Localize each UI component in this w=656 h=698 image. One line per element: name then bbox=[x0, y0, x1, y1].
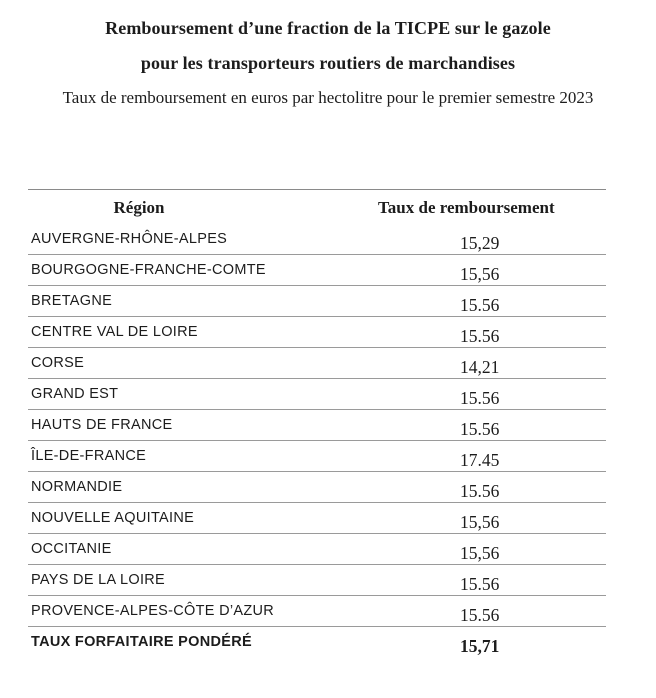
table-row bbox=[28, 441, 606, 472]
table-row bbox=[28, 286, 606, 317]
taux-cell: 15,56 bbox=[460, 543, 500, 563]
table-row bbox=[28, 379, 606, 410]
taux-cell: 15,56 bbox=[460, 512, 500, 532]
region-cell: ÎLE-DE-FRANCE bbox=[31, 448, 147, 464]
region-cell: CENTRE VAL DE LOIRE bbox=[31, 324, 198, 340]
table-row bbox=[28, 410, 606, 441]
document-title-line2: pour les transporteurs routiers de marchandises bbox=[140, 53, 516, 73]
region-cell: BRETAGNE bbox=[31, 293, 113, 309]
table-row bbox=[28, 255, 606, 286]
table-row bbox=[28, 503, 606, 534]
taux-cell: 15,56 bbox=[460, 264, 500, 284]
refund-rate-table bbox=[28, 189, 606, 658]
table-row bbox=[28, 317, 606, 348]
table-header bbox=[28, 190, 606, 224]
taux-cell: 15.56 bbox=[460, 574, 500, 594]
region-cell: PAYS DE LA LOIRE bbox=[31, 572, 166, 588]
header-taux: Taux de remboursement bbox=[378, 198, 555, 217]
region-cell: NORMANDIE bbox=[31, 479, 123, 495]
table-total-row bbox=[28, 627, 606, 658]
taux-cell: 15.56 bbox=[460, 419, 500, 439]
table-row bbox=[28, 224, 606, 255]
region-cell: HAUTS DE FRANCE bbox=[31, 417, 173, 433]
table-row bbox=[28, 534, 606, 565]
region-cell: GRAND EST bbox=[31, 386, 119, 402]
document-subtitle: Taux de remboursement en euros par hectolitre pour le premier semestre 2023 bbox=[62, 88, 594, 107]
taux-cell: 15.56 bbox=[460, 326, 500, 346]
region-cell: OCCITANIE bbox=[31, 541, 112, 557]
region-cell: CORSE bbox=[31, 355, 85, 371]
taux-cell: 15.56 bbox=[460, 295, 500, 315]
taux-cell: 17.45 bbox=[460, 450, 500, 470]
total-value: 15,71 bbox=[460, 636, 500, 656]
table-row bbox=[28, 596, 606, 627]
total-label: TAUX FORFAITAIRE PONDÉRÉ bbox=[31, 634, 252, 650]
table-row bbox=[28, 472, 606, 503]
taux-cell: 15,29 bbox=[460, 233, 500, 253]
region-cell: AUVERGNE-RHÔNE-ALPES bbox=[31, 231, 228, 247]
region-cell: BOURGOGNE-FRANCHE-COMTE bbox=[31, 262, 266, 278]
document-title-line1: Remboursement d’une fraction de la TICPE sur le gazole bbox=[105, 18, 551, 38]
table-row bbox=[28, 565, 606, 596]
region-cell: NOUVELLE AQUITAINE bbox=[31, 510, 195, 526]
region-cell: PROVENCE-ALPES-CÔTE D’AZUR bbox=[31, 603, 275, 619]
table-row bbox=[28, 348, 606, 379]
taux-cell: 15.56 bbox=[460, 605, 500, 625]
taux-cell: 15.56 bbox=[460, 481, 500, 501]
header-region: Région bbox=[113, 198, 165, 217]
taux-cell: 15.56 bbox=[460, 388, 500, 408]
taux-cell: 14,21 bbox=[460, 357, 500, 377]
